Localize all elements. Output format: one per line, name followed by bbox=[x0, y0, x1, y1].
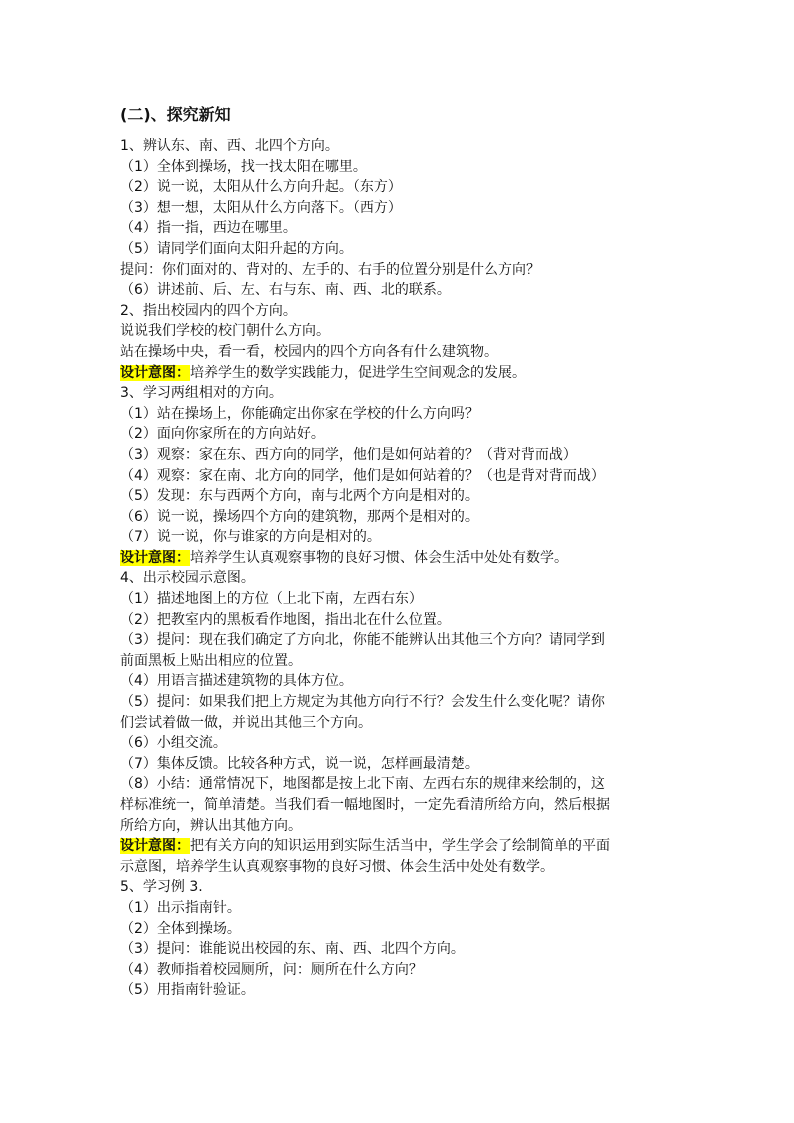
line-text: 培养学生认真观察事物的良好习惯、体会生活中处处有数学。 bbox=[190, 549, 568, 566]
design-intent-line bbox=[120, 836, 680, 857]
line-text: （6）讲述前、后、左、右与东、南、西、北的联系。 bbox=[120, 282, 451, 299]
line-text: （2）全体到操场。 bbox=[120, 920, 241, 937]
text-line bbox=[120, 424, 680, 445]
design-intent-line bbox=[120, 548, 680, 569]
design-intent-label: 设计意图： bbox=[120, 838, 190, 855]
line-text: （2）说一说，太阳从什么方向升起。（东方） bbox=[120, 179, 402, 196]
text-line bbox=[120, 383, 680, 404]
text-line bbox=[120, 939, 680, 960]
line-text: 2、指出校园内的四个方向。 bbox=[120, 302, 297, 319]
line-text: （3）提问：现在我们确定了方向北，你能不能辨认出其他三个方向？请同学到 bbox=[120, 632, 605, 649]
line-text: 把有关方向的知识运用到实际生活当中，学生学会了绘制简单的平面 bbox=[190, 838, 610, 855]
line-text: （7）说一说，你与谁家的方向是相对的。 bbox=[120, 529, 381, 546]
text-line bbox=[120, 589, 680, 610]
text-line bbox=[120, 816, 680, 837]
lesson-body bbox=[120, 136, 680, 1001]
text-line bbox=[120, 198, 680, 219]
text-line bbox=[120, 692, 680, 713]
text-line bbox=[120, 919, 680, 940]
line-text: （2）面向你家所在的方向站好。 bbox=[120, 426, 325, 443]
text-line bbox=[120, 754, 680, 775]
line-text: 培养学生的数学实践能力，促进学生空间观念的发展。 bbox=[190, 364, 526, 381]
line-text: 站在操场中央，看一看，校园内的四个方向各有什么建筑物。 bbox=[120, 343, 498, 360]
design-intent-label: 设计意图： bbox=[120, 549, 190, 566]
text-line bbox=[120, 301, 680, 322]
text-line bbox=[120, 774, 680, 795]
line-text: （4）用语言描述建筑物的具体方位。 bbox=[120, 673, 353, 690]
line-text: （3）想一想，太阳从什么方向落下。（西方） bbox=[120, 199, 402, 216]
line-text: 说说我们学校的校门朝什么方向。 bbox=[120, 323, 330, 340]
line-text: 3、学习两组相对的方向。 bbox=[120, 385, 283, 402]
design-intent-line bbox=[120, 363, 680, 384]
text-line bbox=[120, 466, 680, 487]
text-line bbox=[120, 980, 680, 1001]
line-text: 样标准统一，简单清楚。当我们看一幅地图时，一定先看清所给方向，然后根据 bbox=[120, 797, 610, 813]
text-line bbox=[120, 404, 680, 425]
text-line bbox=[120, 136, 680, 157]
text-line bbox=[120, 342, 680, 363]
line-text: （6）小组交流。 bbox=[120, 735, 227, 752]
text-line bbox=[120, 630, 680, 651]
text-line bbox=[120, 610, 680, 631]
line-text: 示意图，培养学生认真观察事物的良好习惯、体会生活中处处有数学。 bbox=[120, 858, 554, 875]
text-line bbox=[120, 321, 680, 342]
text-line bbox=[120, 898, 680, 919]
line-text: 5、学习例 3. bbox=[120, 879, 203, 896]
line-text: （1）描述地图上的方位（上北下南，左西右东） bbox=[120, 591, 423, 608]
text-line bbox=[120, 960, 680, 981]
line-text: （4）观察：家在南、北方向的同学，他们是如何站着的？（也是背对背而战） bbox=[120, 467, 605, 484]
design-intent-label: 设计意图： bbox=[120, 364, 190, 381]
text-line bbox=[120, 877, 680, 898]
text-line bbox=[120, 651, 680, 672]
section-title: (二)、探究新知 bbox=[120, 105, 231, 124]
line-text: （4）指一指，西边在哪里。 bbox=[120, 220, 297, 237]
line-text: （6）说一说，操场四个方向的建筑物，那两个是相对的。 bbox=[120, 508, 479, 525]
text-line bbox=[120, 177, 680, 198]
text-line bbox=[120, 733, 680, 754]
text-line bbox=[120, 260, 680, 281]
line-text: （8）小结：通常情况下，地图都是按上北下南、左西右东的规律来绘制的，这 bbox=[120, 776, 605, 793]
line-text: 1、辨认东、南、西、北四个方向。 bbox=[120, 138, 339, 154]
line-text: （1）出示指南针。 bbox=[120, 899, 241, 916]
text-line bbox=[120, 671, 680, 692]
line-text: （5）提问：如果我们把上方规定为其他方向行不行？会发生什么变化呢？请你 bbox=[120, 694, 605, 711]
line-text: （4）教师指着校园厕所，问：厕所在什么方向？ bbox=[120, 961, 423, 978]
line-text: 提问：你们面对的、背对的、左手的、右手的位置分别是什么方向？ bbox=[120, 261, 540, 278]
text-line bbox=[120, 795, 680, 816]
line-text: 所给方向，辨认出其他方向。 bbox=[120, 817, 302, 834]
line-text: （3）观察：家在东、西方向的同学，他们是如何站着的？（背对背而战） bbox=[120, 446, 577, 463]
line-text: （5）发现：东与西两个方向，南与北两个方向是相对的。 bbox=[120, 488, 479, 505]
text-line bbox=[120, 507, 680, 528]
line-text: （5）请同学们面向太阳升起的方向。 bbox=[120, 240, 353, 257]
text-line bbox=[120, 713, 680, 734]
line-text: 们尝试着做一做，并说出其他三个方向。 bbox=[120, 714, 372, 731]
text-line bbox=[120, 445, 680, 466]
line-text: （1）全体到操场，找一找太阳在哪里。 bbox=[120, 158, 367, 175]
text-line bbox=[120, 486, 680, 507]
text-line bbox=[120, 280, 680, 301]
line-text: （5）用指南针验证。 bbox=[120, 982, 255, 999]
text-line bbox=[120, 218, 680, 239]
line-text: 4、出示校园示意图。 bbox=[120, 570, 255, 587]
text-line bbox=[120, 857, 680, 878]
line-text: （3）提问：谁能说出校园的东、南、西、北四个方向。 bbox=[120, 941, 465, 958]
text-line bbox=[120, 527, 680, 548]
text-line bbox=[120, 239, 680, 260]
line-text: （7）集体反馈。比较各种方式，说一说，怎样画最清楚。 bbox=[120, 755, 479, 772]
text-line bbox=[120, 568, 680, 589]
text-line bbox=[120, 157, 680, 178]
line-text: 前面黑板上贴出相应的位置。 bbox=[120, 652, 302, 669]
line-text: （1）站在操场上，你能确定出你家在学校的什么方向吗？ bbox=[120, 405, 479, 422]
line-text: （2）把教室内的黑板看作地图，指出北在什么位置。 bbox=[120, 611, 451, 628]
